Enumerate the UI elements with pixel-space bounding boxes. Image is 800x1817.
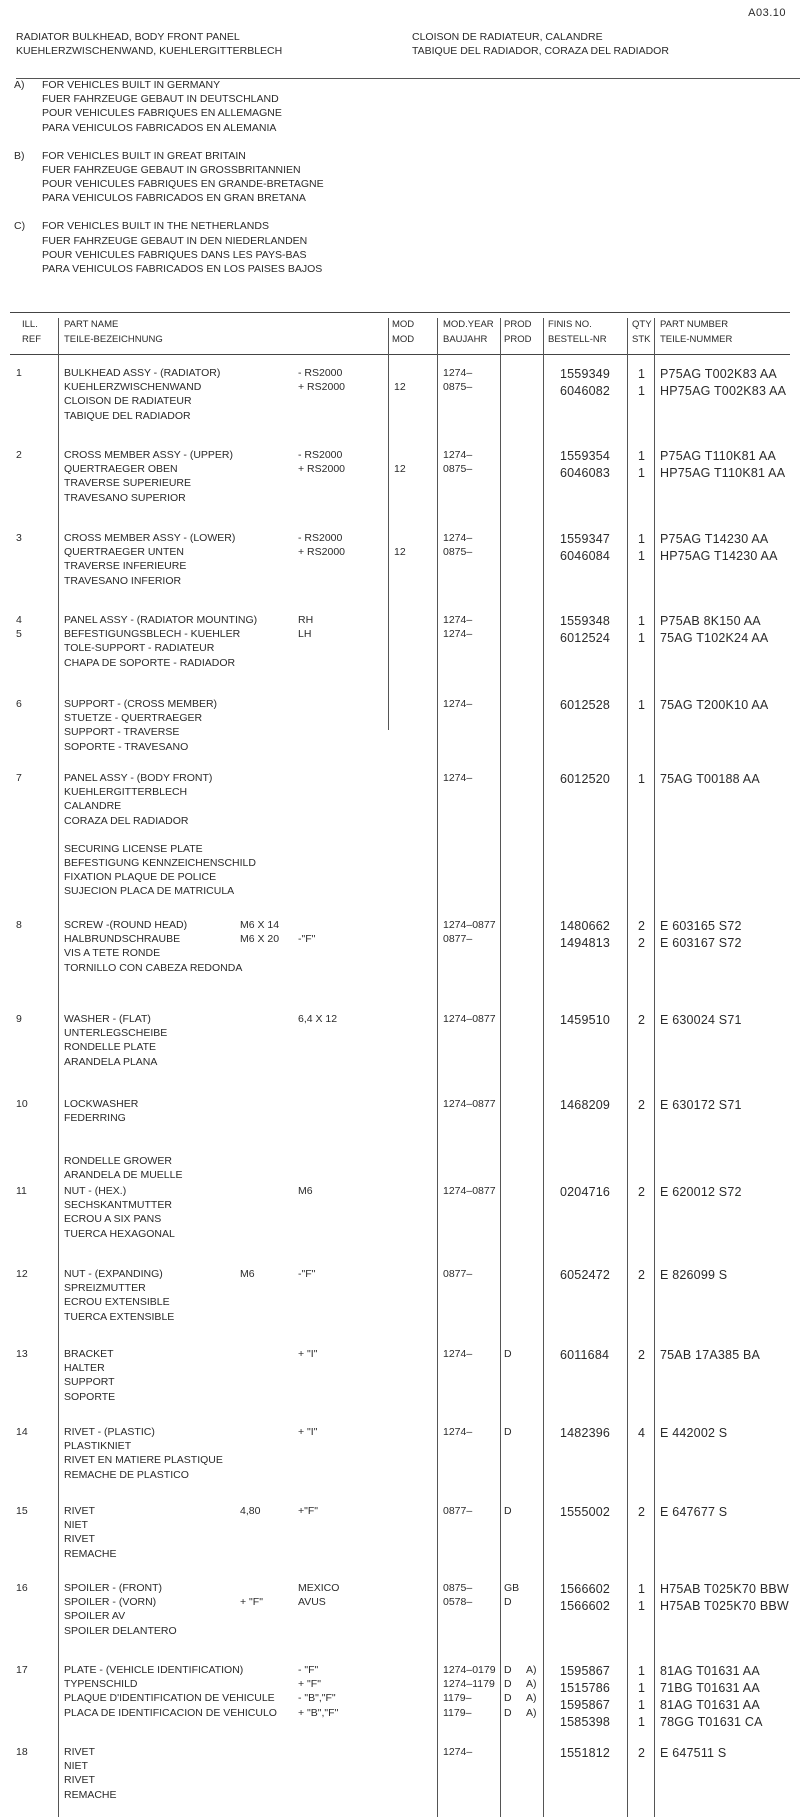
col-header-part: PART NUMBER TEILE-NUMMER xyxy=(660,319,733,345)
cell-name: PANEL ASSY - (BODY FRONT) KUEHLERGITTERBLECH CALANDRE CORAZA DEL RADIADOR SECURING LICENSE PLATE BEFESTIGUNG KENNZEICHENSCHILD FIXATION PLAQUE DE POLICE SUJECION PLACA DE MATRICULA xyxy=(64,772,256,898)
cell-qty: 1 1 xyxy=(638,449,646,480)
vehicle-group-line: FUER FAHRZEUGE GEBAUT IN DEUTSCHLAND xyxy=(42,93,279,106)
cell-note: +"F" xyxy=(298,1505,319,1517)
cell-name: BULKHEAD ASSY - (RADIATOR) KUEHLERZWISCHENWAND CLOISON DE RADIATEUR TABIQUE DEL RADIADOR xyxy=(64,367,221,422)
cell-part: 75AG T00188 AA xyxy=(660,772,760,786)
vehicle-group-key: A) xyxy=(14,79,25,91)
cell-ref: 15 xyxy=(16,1505,28,1517)
cell-note: - RS2000 + RS2000 xyxy=(298,532,345,559)
cell-part: 81AG T01631 AA 71BG T01631 AA 81AG T01631 AA 78GG T01631 CA xyxy=(660,1664,763,1729)
cell-year: 0877– xyxy=(443,1505,473,1517)
col-divider xyxy=(437,318,438,1817)
col-divider xyxy=(500,318,501,1817)
vehicle-group-line: PARA VEHICULOS FABRICADOS EN GRAN BRETANA xyxy=(42,192,306,205)
cell-spec: 4,80 xyxy=(240,1505,261,1517)
cell-mod: 12 xyxy=(394,463,406,476)
vehicle-group-key: B) xyxy=(14,149,25,162)
cell-name: RIVET NIET RIVET REMACHE xyxy=(64,1505,117,1560)
col-header-ref: ILL. REF xyxy=(22,319,41,345)
cell-name: SUPPORT - (CROSS MEMBER) STUETZE - QUERTRAEGER SUPPORT - TRAVERSE SOPORTE - TRAVESANO xyxy=(64,698,218,753)
table-top-rule xyxy=(10,312,790,313)
title-right xyxy=(412,30,669,58)
col-header-finis: FINIS NO. BESTELL-NR xyxy=(548,319,607,345)
cell-finis: 1595867 1515786 1595867 1585398 xyxy=(560,1664,611,1729)
title-left xyxy=(16,30,282,58)
cell-qty: 1 1 1 1 xyxy=(638,1664,646,1729)
cell-ref: 16 xyxy=(16,1582,28,1594)
cell-note: RH LH xyxy=(298,614,314,641)
cell-ref: 17 xyxy=(16,1664,28,1676)
cell-year: 1274–0877 xyxy=(443,1013,496,1025)
cell-part: H75AB T025K70 BBW H75AB T025K70 BBW xyxy=(660,1582,789,1613)
cell-prod: D xyxy=(504,1505,512,1517)
cell-note: - "F" + "F" - "B","F" + "B","F" xyxy=(298,1664,339,1719)
cell-finis: 1482396 xyxy=(560,1426,611,1440)
cell-ref: 6 xyxy=(16,698,22,710)
cell-prod: D D D D xyxy=(504,1664,512,1719)
col-divider xyxy=(388,318,389,730)
cell-ref: 18 xyxy=(16,1746,28,1758)
cell-year: 1274– 1274– xyxy=(443,614,473,641)
cell-qty: 2 xyxy=(638,1746,646,1760)
vehicle-group-key: C) xyxy=(14,220,26,233)
vehicle-group-line: FOR VEHICLES BUILT IN GREAT BRITAIN xyxy=(42,149,246,162)
cell-note: - RS2000 + RS2000 xyxy=(298,449,345,476)
col-header-mod: MOD MOD xyxy=(392,319,415,345)
cell-prod: D xyxy=(504,1348,512,1360)
cell-ref: 1 xyxy=(16,367,22,379)
cell-finis: 1559347 6046084 xyxy=(560,532,611,563)
cell-part: E 603165 S72 E 603167 S72 xyxy=(660,919,742,950)
cell-finis: 6011684 xyxy=(560,1348,610,1362)
cell-finis: 1459510 xyxy=(560,1013,611,1027)
cell-name: RIVET - (PLASTIC) PLASTIKNIET RIVET EN MATIERE PLASTIQUE REMACHE DE PLASTICO xyxy=(64,1426,223,1481)
cell-ref: 2 xyxy=(16,449,22,461)
cell-ref: 13 xyxy=(16,1348,28,1360)
cell-finis: 1559349 6046082 xyxy=(560,367,611,398)
cell-note: MEXICO AVUS xyxy=(298,1582,340,1609)
vehicle-group-line: PARA VEHICULOS FABRICADOS EN LOS PAISES BAJOS xyxy=(42,262,323,275)
cell-finis: 1559348 6012524 xyxy=(560,614,611,645)
vehicle-group-a xyxy=(14,78,774,135)
col-divider xyxy=(543,318,544,1817)
cell-note: M6 xyxy=(298,1185,313,1197)
title-line-es: TABIQUE DEL RADIADOR, CORAZA DEL RADIADOR xyxy=(412,45,669,58)
cell-country: A) A) A) A) xyxy=(526,1664,537,1719)
col-divider xyxy=(627,318,628,1817)
cell-year: 1274– xyxy=(443,698,473,710)
cell-note: -"F" xyxy=(298,1268,316,1280)
col-header-year: MOD.YEAR BAUJAHR xyxy=(443,319,494,345)
cell-ref: 8 xyxy=(16,919,22,931)
cell-ref: 10 xyxy=(16,1098,28,1110)
col-divider xyxy=(654,318,655,1817)
cell-name: SPOILER - (FRONT) SPOILER - (VORN) SPOILER AV SPOILER DELANTERO xyxy=(64,1582,177,1637)
cell-name: NUT - (HEX.) SECHSKANTMUTTER ECROU A SIX PANS TUERCA HEXAGONAL xyxy=(64,1185,175,1240)
cell-ref: 14 xyxy=(16,1426,28,1438)
cell-ref: 4 5 xyxy=(16,614,22,641)
cell-finis: 1468209 xyxy=(560,1098,611,1112)
cell-ref: 7 xyxy=(16,772,22,784)
cell-note: -"F" xyxy=(298,933,316,946)
cell-part: 75AB 17A385 BA xyxy=(660,1348,761,1362)
cell-part: P75AG T002K83 AA HP75AG T002K83 AA xyxy=(660,367,787,398)
vehicle-origin-legend xyxy=(14,78,774,290)
vehicle-group-b xyxy=(14,149,774,206)
cell-note: + "I" xyxy=(298,1348,318,1360)
cell-name: WASHER - (FLAT) UNTERLEGSCHEIBE RONDELLE PLATE ARANDELA PLANA xyxy=(64,1013,168,1068)
cell-note: - RS2000 + RS2000 xyxy=(298,367,345,394)
cell-year: 1274– xyxy=(443,1426,473,1438)
vehicle-group-line: FOR VEHICLES BUILT IN THE NETHERLANDS xyxy=(42,220,269,233)
cell-year: 1274–0877 0877– xyxy=(443,919,496,946)
vehicle-group-line: POUR VEHICULES FABRIQUES EN GRANDE-BRETAGNE xyxy=(42,178,324,191)
col-divider xyxy=(58,318,59,1817)
title-line-fr: CLOISON DE RADIATEUR, CALANDRE xyxy=(412,31,603,43)
cell-qty: 1 xyxy=(638,772,646,786)
cell-part: P75AG T14230 AA HP75AG T14230 AA xyxy=(660,532,778,563)
vehicle-group-line: POUR VEHICULES FABRIQUES EN ALLEMAGNE xyxy=(42,107,282,120)
cell-ref: 12 xyxy=(16,1268,28,1280)
cell-mod: 12 xyxy=(394,381,406,394)
cell-spec: M6 xyxy=(240,1268,255,1280)
cell-part: P75AG T110K81 AA HP75AG T110K81 AA xyxy=(660,449,786,480)
cell-year: 1274– 0875– xyxy=(443,532,473,559)
cell-part: E 647677 S xyxy=(660,1505,728,1519)
col-header-name: PART NAME TEILE-BEZEICHNUNG xyxy=(64,319,163,345)
cell-qty: 2 xyxy=(638,1185,646,1199)
cell-name: RIVET NIET RIVET REMACHE xyxy=(64,1746,117,1801)
cell-part: 75AG T200K10 AA xyxy=(660,698,769,712)
cell-finis: 0204716 xyxy=(560,1185,611,1199)
cell-name: PANEL ASSY - (RADIATOR MOUNTING) BEFESTIGUNGSBLECH - KUEHLER TOLE-SUPPORT - RADIATEUR CHAPA DE SOPORTE - RADIADOR xyxy=(64,614,258,669)
col-header-qty: QTY STK xyxy=(632,319,652,345)
cell-ref: 11 xyxy=(16,1185,27,1197)
cell-qty: 4 xyxy=(638,1426,646,1440)
cell-part: E 647511 S xyxy=(660,1746,727,1760)
title-line-de: KUEHLERZWISCHENWAND, KUEHLERGITTERBLECH xyxy=(16,45,283,58)
cell-name: CROSS MEMBER ASSY - (LOWER) QUERTRAEGER UNTEN TRAVERSE INFERIEURE TRAVESANO INFERIOR xyxy=(64,532,236,587)
cell-mod: 12 xyxy=(394,546,406,559)
cell-note: 6,4 X 12 xyxy=(298,1013,338,1025)
vehicle-group-line: FUER FAHRZEUGE GEBAUT IN GROSSBRITANNIEN xyxy=(42,163,301,176)
table-header-rule xyxy=(10,354,790,355)
cell-qty: 2 xyxy=(638,1013,646,1027)
cell-year: 1274–0877 xyxy=(443,1098,496,1110)
table-header xyxy=(0,318,800,352)
cell-finis: 1566602 1566602 xyxy=(560,1582,611,1613)
cell-finis: 1559354 6046083 xyxy=(560,449,611,480)
cell-qty: 2 xyxy=(638,1098,646,1112)
cell-finis: 1480662 1494813 xyxy=(560,919,611,950)
cell-year: 1274–0877 xyxy=(443,1185,496,1197)
cell-name: CROSS MEMBER ASSY - (UPPER) QUERTRAEGER OBEN TRAVERSE SUPERIEURE TRAVESANO SUPERIOR xyxy=(64,449,234,504)
cell-part: E 442002 S xyxy=(660,1426,728,1440)
cell-qty: 1 1 xyxy=(638,614,646,645)
cell-qty: 1 xyxy=(638,698,646,712)
cell-year: 1274–0179 1274–1179 1179– 1179– xyxy=(443,1664,496,1719)
cell-name: BRACKET HALTER SUPPORT SOPORTE xyxy=(64,1348,116,1403)
cell-qty: 2 xyxy=(638,1348,646,1362)
page-code: A03.10 xyxy=(748,7,786,19)
cell-prod: D xyxy=(504,1426,512,1438)
cell-qty: 2 2 xyxy=(638,919,646,950)
cell-year: 1274– xyxy=(443,772,473,784)
title-line-en: RADIATOR BULKHEAD, BODY FRONT PANEL xyxy=(16,31,240,43)
cell-ref: 3 xyxy=(16,532,22,544)
cell-prod: GB D xyxy=(504,1582,520,1609)
cell-qty: 2 xyxy=(638,1268,646,1282)
cell-spec: + "F" xyxy=(240,1596,263,1609)
cell-name: LOCKWASHER FEDERRING RONDELLE GROWER ARANDELA DE MUELLE xyxy=(64,1098,183,1181)
cell-finis: 1555002 xyxy=(560,1505,611,1519)
cell-year: 1274– xyxy=(443,1746,473,1758)
cell-name: NUT - (EXPANDING) SPREIZMUTTER ECROU EXTENSIBLE TUERCA EXTENSIBLE xyxy=(64,1268,175,1323)
vehicle-group-line: POUR VEHICULES FABRIQUES DANS LES PAYS-BAS xyxy=(42,248,307,261)
vehicle-group-line: PARA VEHICULOS FABRICADOS EN ALEMANIA xyxy=(42,121,277,134)
cell-year: 1274– xyxy=(443,1348,473,1360)
cell-name: PLATE - (VEHICLE IDENTIFICATION) TYPENSCHILD PLAQUE D'IDENTIFICATION DE VEHICULE PLACA DE IDENTIFICACION DE VEHICULO xyxy=(64,1664,277,1719)
cell-part: E 826099 S xyxy=(660,1268,728,1282)
cell-finis: 1551812 xyxy=(560,1746,611,1760)
vehicle-group-c xyxy=(14,219,774,276)
cell-note: + "I" xyxy=(298,1426,318,1438)
cell-qty: 1 1 xyxy=(638,367,646,398)
cell-finis: 6012520 xyxy=(560,772,611,786)
cell-year: 0877– xyxy=(443,1268,473,1280)
cell-qty: 1 1 xyxy=(638,532,646,563)
cell-finis: 6012528 xyxy=(560,698,611,712)
vehicle-group-line: FUER FAHRZEUGE GEBAUT IN DEN NIEDERLANDEN xyxy=(42,234,308,247)
cell-year: 0875– 0578– xyxy=(443,1582,473,1609)
cell-name: SCREW -(ROUND HEAD) HALBRUNDSCHRAUBE VIS A TETE RONDE TORNILLO CON CABEZA REDONDA xyxy=(64,919,243,974)
cell-part: E 630024 S71 xyxy=(660,1013,742,1027)
cell-year: 1274– 0875– xyxy=(443,449,473,476)
cell-finis: 6052472 xyxy=(560,1268,611,1282)
cell-part: E 620012 S72 xyxy=(660,1185,742,1199)
vehicle-group-line: FOR VEHICLES BUILT IN GERMANY xyxy=(42,79,221,91)
cell-qty: 1 1 xyxy=(638,1582,646,1613)
cell-spec: M6 X 14 M6 X 20 xyxy=(240,919,280,946)
cell-part: P75AB 8K150 AA 75AG T102K24 AA xyxy=(660,614,769,645)
cell-qty: 2 xyxy=(638,1505,646,1519)
cell-ref: 9 xyxy=(16,1013,22,1025)
cell-year: 1274– 0875– xyxy=(443,367,473,394)
col-header-prod: PROD PROD xyxy=(504,319,532,345)
cell-part: E 630172 S71 xyxy=(660,1098,742,1112)
